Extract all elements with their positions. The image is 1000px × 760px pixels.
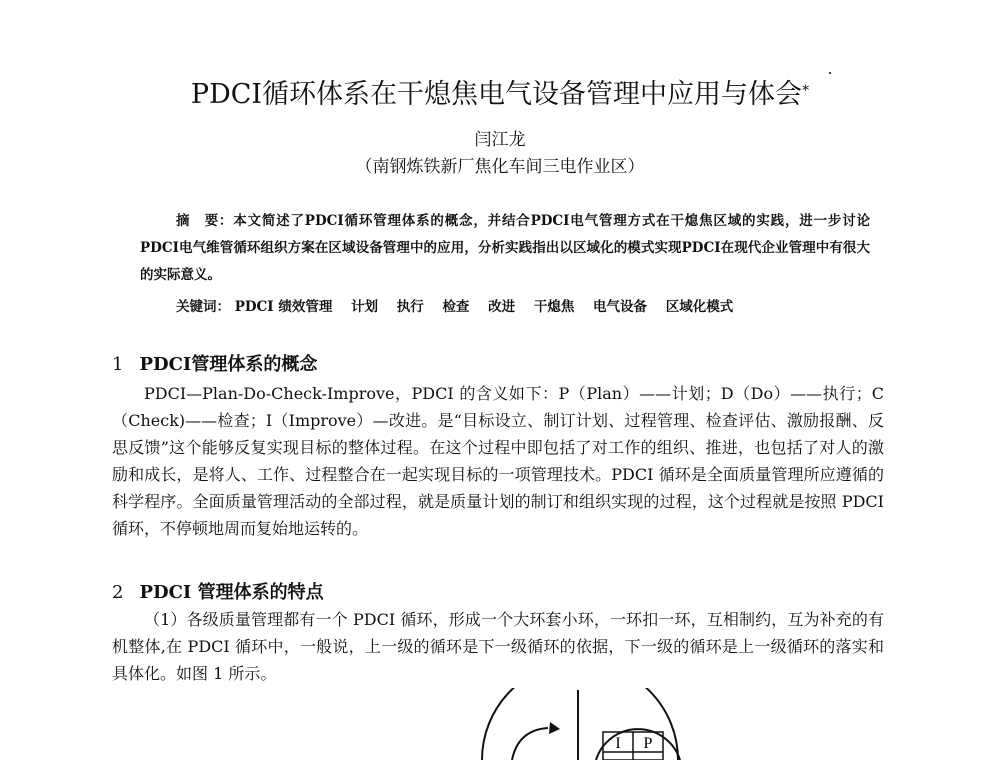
- keyword: 计划: [351, 299, 379, 315]
- arrow-head-icon: [549, 722, 560, 734]
- title-footnote-mark: *: [802, 83, 810, 99]
- abstract-text: 本文简述了PDCI循环管理体系的概念，并结合PDCI电气管理方式在干熄焦区域的实践，进一步讨论PDCI电气维管循环组织方案在区域设备管理中的应用，分析实践指出以区域化的模式实现PDCI在现代企业管理中有很大的实际意义。: [140, 213, 870, 283]
- abstract-label: 摘 要：: [176, 213, 234, 229]
- keyword: 干熄焦: [533, 299, 575, 315]
- section-paragraph: PDCI—Plan-Do-Check-Improve，PDCI 的含义如下：P（Plan）——计划；D（Do）——执行；C（Check)——检查；I（Improve）—改进。是“目标设立、制订计划、过程管理、检查评估、激励报酬、反思反馈”这个能够反复实现目标的整体过程。在这个过程中即包括了对工作的组织、推进，也包括了对人的激励和成长，是将人、工作、过程整合在一起实现目标的一项管理技术。PDCI 循环是全面质量管理所应遵循的科学程序。全面质量管理活动的全部过程，就是质量计划的制订和组织实现的过程，这个过程就是按照 PDCI 循环，不停顿地周而复始地运转的。: [112, 384, 884, 538]
- title-text: PDCI循环体系在干熄焦电气设备管理中应用与体会: [190, 79, 803, 110]
- keyword: 检查: [442, 299, 470, 315]
- section-paragraph: （1）各级质量管理都有一个 PDCI 循环，形成一个大环套小环，一环扣一环，互相制约，互为补充的有机整体,在 PDCI 循环中，一般说，上一级的循环是下一级循环的依据，下一级的循环是上一级循环的落实和具体化。如图 1 所示。: [112, 610, 884, 683]
- keyword: PDCI 绩效管理: [234, 299, 333, 315]
- paper-title: [0, 78, 1000, 112]
- keywords: [176, 295, 747, 315]
- section-number: 1: [112, 354, 124, 375]
- section-heading: [112, 578, 324, 604]
- pdci-cycle-diagram: [470, 688, 690, 760]
- section-title: PDCI 管理体系的特点: [139, 582, 324, 603]
- scan-artifact: [829, 72, 831, 74]
- keyword: 区域化模式: [665, 299, 734, 315]
- author-affiliation: （南钢炼铁新厂焦化车间三电作业区）: [355, 157, 645, 177]
- keyword: 电气设备: [593, 299, 648, 315]
- abstract: [140, 208, 870, 289]
- cycle-arrow: [512, 728, 548, 760]
- keywords-label: 关键词：: [176, 299, 230, 315]
- keyword: 执行: [396, 299, 424, 315]
- section-title: PDCI管理体系的概念: [139, 354, 318, 375]
- inner-cycle-circle: [596, 729, 680, 760]
- cycle-label: I: [615, 735, 621, 752]
- section-heading: [112, 350, 317, 376]
- author-name: 闫江龙: [474, 130, 526, 150]
- pdci-cycle-figure: [470, 688, 690, 760]
- cycle-label: P: [643, 735, 653, 752]
- keyword: 改进: [488, 299, 516, 315]
- section-number: 2: [112, 582, 124, 603]
